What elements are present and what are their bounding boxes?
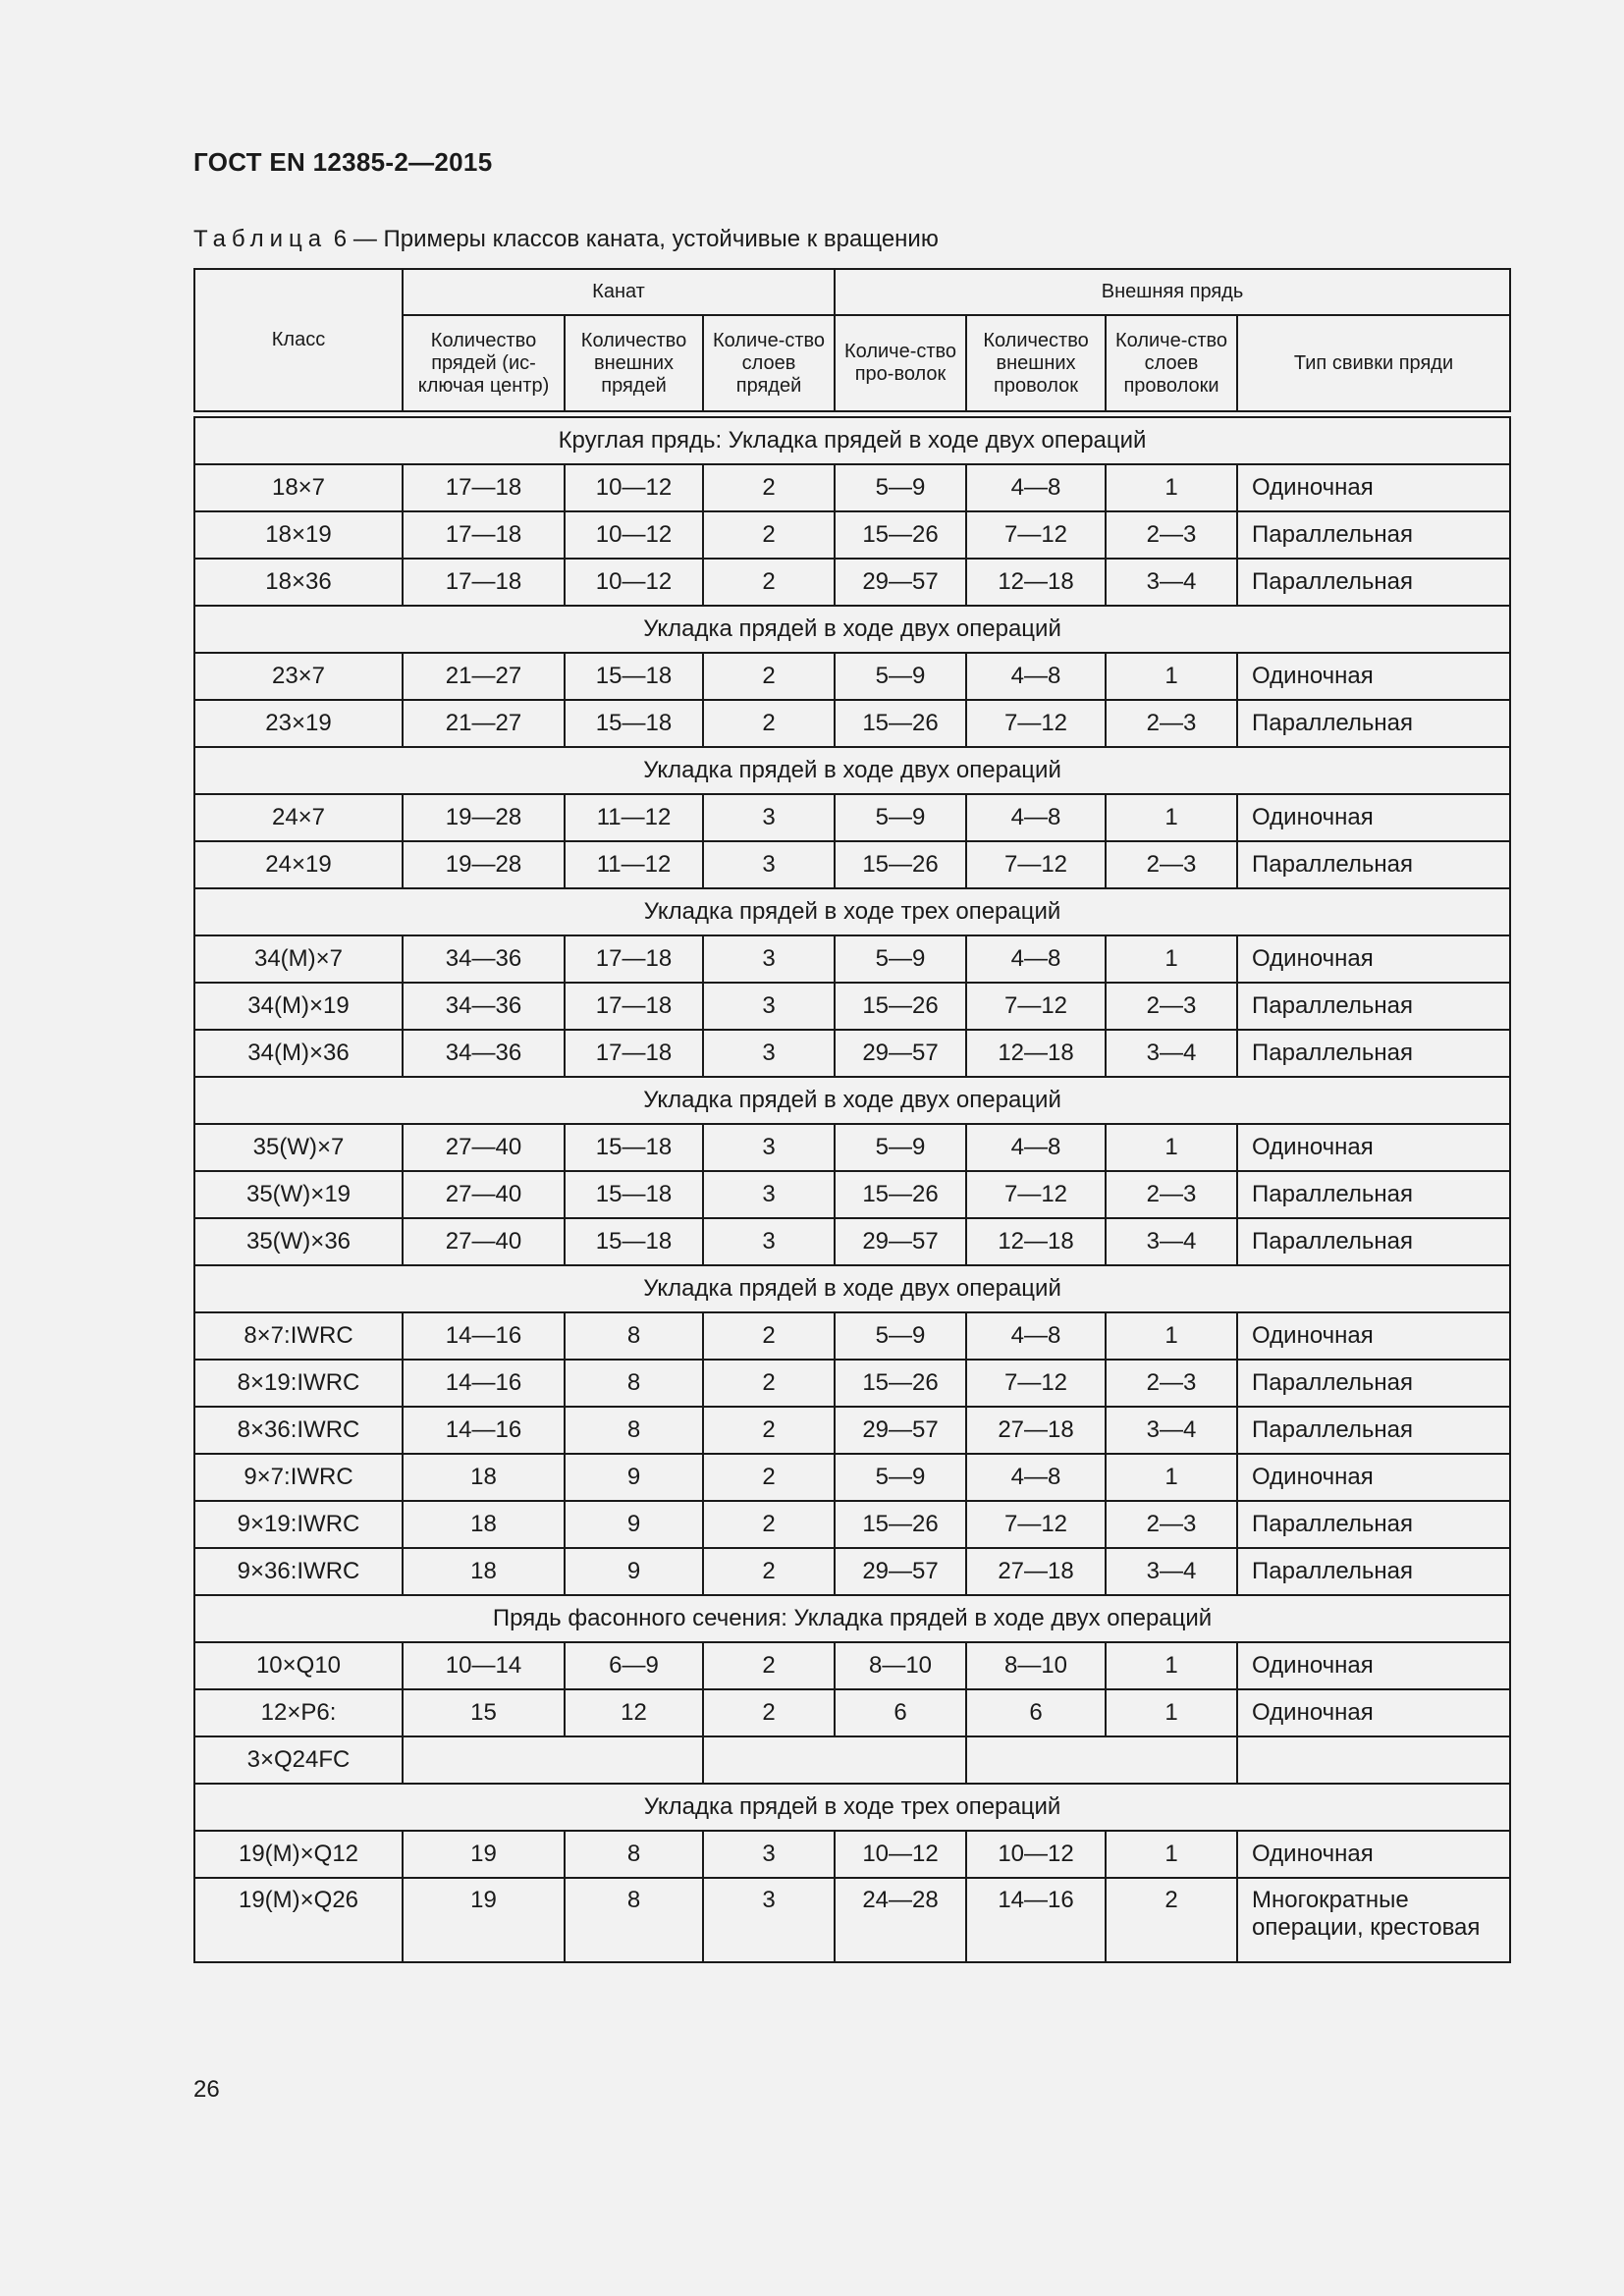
cell-wires-count: 10—12 (835, 1831, 966, 1878)
group-heading: Укладка прядей в ходе трех операций (194, 1784, 1510, 1831)
cell-outer-strands: 10—12 (565, 511, 703, 559)
cell-strands-count: 19—28 (403, 841, 565, 888)
table-row (194, 653, 1510, 700)
table-row (194, 1407, 1510, 1454)
cell-wires-count: 15—26 (835, 841, 966, 888)
cell-twist-type: Одиночная (1237, 1454, 1510, 1501)
header-strand-layers: Количе-ство слоев прядей (703, 315, 835, 411)
cell-strand-layers: 3 (703, 1878, 835, 1962)
cell-wire-layers: 3—4 (1106, 1407, 1237, 1454)
cell-strands-count: 34—36 (403, 1030, 565, 1077)
cell-class: 12×P6: (194, 1689, 403, 1736)
cell-twist-type: Одиночная (1237, 653, 1510, 700)
cell-strands-count: 17—18 (403, 464, 565, 511)
cell-wires-count: 29—57 (835, 1030, 966, 1077)
cell-twist-type: Параллельная (1237, 559, 1510, 606)
cell-wires-count: 5—9 (835, 653, 966, 700)
cell-twist-type: Параллельная (1237, 1171, 1510, 1218)
cell-wires-count: 15—26 (835, 700, 966, 747)
group-heading-row (194, 1595, 1510, 1642)
table-row (194, 1454, 1510, 1501)
table-row (194, 1689, 1510, 1736)
cell-wire-layers: 1 (1106, 1831, 1237, 1878)
cell-wire-layers: 1 (1106, 653, 1237, 700)
cell-strands-count: 17—18 (403, 511, 565, 559)
cell-outer-strands: 9 (565, 1501, 703, 1548)
cell-wire-layers: 3—4 (1106, 1548, 1237, 1595)
cell-wire-layers: 1 (1106, 1124, 1237, 1171)
cell-class: 23×7 (194, 653, 403, 700)
cell-strands-count: 21—27 (403, 700, 565, 747)
table-row (194, 1501, 1510, 1548)
cell-twist-type: Параллельная (1237, 1501, 1510, 1548)
cell-class: 24×19 (194, 841, 403, 888)
cell-outer-wires: 4—8 (966, 935, 1106, 983)
cell-strand-layers: 2 (703, 700, 835, 747)
cell-strands-count: 18 (403, 1454, 565, 1501)
cell-class: 18×19 (194, 511, 403, 559)
cell-outer-strands: 10—12 (565, 464, 703, 511)
cell-twist-type: Параллельная (1237, 511, 1510, 559)
cell-wires-count: 29—57 (835, 1218, 966, 1265)
cell-strand-layers: 2 (703, 1454, 835, 1501)
group-heading-row (194, 1077, 1510, 1124)
cell-class: 9×19:IWRC (194, 1501, 403, 1548)
cell-outer-strands: 10—12 (565, 559, 703, 606)
cell-twist-type: Параллельная (1237, 1030, 1510, 1077)
table-row (194, 794, 1510, 841)
group-heading-row (194, 417, 1510, 464)
cell-outer-wires: 12—18 (966, 1218, 1106, 1265)
cell-wires-count: 15—26 (835, 1360, 966, 1407)
cell-strands-count: 19—28 (403, 794, 565, 841)
cell-class: 24×7 (194, 794, 403, 841)
cell-wires-count: 29—57 (835, 1548, 966, 1595)
table-body (194, 411, 1510, 1962)
table-caption (193, 226, 939, 253)
cell-outer-wires: 14—16 (966, 1878, 1106, 1962)
cell-class: 35(W)×19 (194, 1171, 403, 1218)
header-outer-strand: Внешняя прядь (835, 269, 1510, 315)
cell-strand-layers: 3 (703, 794, 835, 841)
cell-class: 34(M)×7 (194, 935, 403, 983)
cell-strands-count: 19 (403, 1878, 565, 1962)
cell-outer-wires: 27—18 (966, 1548, 1106, 1595)
table-row (194, 983, 1510, 1030)
table-row (194, 559, 1510, 606)
cell-strand-layers: 3 (703, 1171, 835, 1218)
cell-outer-wires: 12—18 (966, 559, 1106, 606)
group-heading-row (194, 1265, 1510, 1312)
cell-strands-count: 34—36 (403, 983, 565, 1030)
cell-wire-layers: 1 (1106, 794, 1237, 841)
cell-twist-type: Одиночная (1237, 1312, 1510, 1360)
cell-wire-layers: 2—3 (1106, 1501, 1237, 1548)
cell-wires-count: 24—28 (835, 1878, 966, 1962)
cell-class: 8×19:IWRC (194, 1360, 403, 1407)
table-row (194, 464, 1510, 511)
cell-class: 8×36:IWRC (194, 1407, 403, 1454)
cell-strand-layers: 3 (703, 1124, 835, 1171)
cell-class: 3×Q24FC (194, 1736, 403, 1784)
table-row (194, 1548, 1510, 1595)
cell-strand-layers: 3 (703, 935, 835, 983)
group-heading: Укладка прядей в ходе двух операций (194, 606, 1510, 653)
cell-wire-layers: 1 (1106, 1642, 1237, 1689)
cell-strands-count: 27—40 (403, 1218, 565, 1265)
cell-wire-layers: 2 (1106, 1878, 1237, 1962)
cell-strand-layers: 2 (703, 559, 835, 606)
cell-wires-count: 8—10 (835, 1642, 966, 1689)
cell-outer-strands: 8 (565, 1312, 703, 1360)
cell-strands-count: 10—14 (403, 1642, 565, 1689)
cell-wire-layers: 2—3 (1106, 983, 1237, 1030)
cell-twist-type: Одиночная (1237, 1124, 1510, 1171)
cell-outer-wires: 7—12 (966, 983, 1106, 1030)
cell-outer-strands: 8 (565, 1360, 703, 1407)
cell-outer-strands: 17—18 (565, 935, 703, 983)
cell-class: 9×7:IWRC (194, 1454, 403, 1501)
cell-wire-layers: 3—4 (1106, 1218, 1237, 1265)
cell-twist-type: Многократные операции, крестовая (1237, 1878, 1510, 1962)
cell-strand-layers: 2 (703, 1407, 835, 1454)
document-header: ГОСТ EN 12385-2—2015 (193, 147, 493, 177)
cell-strands-count: 19 (403, 1831, 565, 1878)
table-row (194, 700, 1510, 747)
cell-wire-layers: 1 (1106, 1689, 1237, 1736)
table-row (194, 1878, 1510, 1962)
cell-class: 8×7:IWRC (194, 1312, 403, 1360)
table-row (194, 1124, 1510, 1171)
cell-twist-type: Одиночная (1237, 935, 1510, 983)
group-heading: Укладка прядей в ходе двух операций (194, 1265, 1510, 1312)
cell-strand-layers: 2 (703, 1689, 835, 1736)
cell-strands-count: 18 (403, 1548, 565, 1595)
group-heading: Укладка прядей в ходе двух операций (194, 747, 1510, 794)
cell-outer-strands: 8 (565, 1831, 703, 1878)
cell-outer-wires: 7—12 (966, 511, 1106, 559)
empty-cell (703, 1736, 966, 1784)
cell-strands-count: 14—16 (403, 1360, 565, 1407)
cell-wires-count: 5—9 (835, 1454, 966, 1501)
cell-twist-type: Параллельная (1237, 983, 1510, 1030)
header-rope: Канат (403, 269, 835, 315)
cell-wires-count: 5—9 (835, 464, 966, 511)
cell-strands-count: 21—27 (403, 653, 565, 700)
cell-outer-wires: 4—8 (966, 1312, 1106, 1360)
cell-strand-layers: 3 (703, 1218, 835, 1265)
cell-outer-wires: 7—12 (966, 1360, 1106, 1407)
cell-outer-strands: 8 (565, 1407, 703, 1454)
cell-outer-strands: 15—18 (565, 1171, 703, 1218)
group-heading-row (194, 888, 1510, 935)
page-number: 26 (193, 2076, 220, 2103)
cell-class: 19(M)×Q12 (194, 1831, 403, 1878)
cell-wire-layers: 1 (1106, 935, 1237, 983)
cell-twist-type: Параллельная (1237, 1360, 1510, 1407)
group-heading: Прядь фасонного сечения: Укладка прядей в ходе двух операций (194, 1595, 1510, 1642)
header-outer-strands: Количество внешних прядей (565, 315, 703, 411)
cell-outer-strands: 17—18 (565, 1030, 703, 1077)
cell-strand-layers: 2 (703, 1360, 835, 1407)
cell-wire-layers: 2—3 (1106, 1360, 1237, 1407)
header-class: Класс (194, 269, 403, 411)
table-row (194, 511, 1510, 559)
table-row (194, 1312, 1510, 1360)
cell-outer-strands: 15—18 (565, 1124, 703, 1171)
cell-strand-layers: 2 (703, 1501, 835, 1548)
group-heading-row (194, 747, 1510, 794)
cell-wires-count: 29—57 (835, 1407, 966, 1454)
cell-wire-layers: 1 (1106, 1312, 1237, 1360)
cell-outer-strands: 6—9 (565, 1642, 703, 1689)
cell-outer-wires: 4—8 (966, 464, 1106, 511)
cell-twist-type: Параллельная (1237, 1548, 1510, 1595)
cell-strands-count: 14—16 (403, 1312, 565, 1360)
cell-outer-wires: 6 (966, 1689, 1106, 1736)
cell-twist-type: Параллельная (1237, 1218, 1510, 1265)
cell-wire-layers: 2—3 (1106, 511, 1237, 559)
cell-wires-count: 6 (835, 1689, 966, 1736)
cell-outer-wires: 7—12 (966, 1171, 1106, 1218)
cell-wires-count: 15—26 (835, 1501, 966, 1548)
cell-class: 34(M)×19 (194, 983, 403, 1030)
cell-outer-wires: 7—12 (966, 841, 1106, 888)
cell-outer-wires: 7—12 (966, 700, 1106, 747)
empty-cell (403, 1736, 703, 1784)
cell-class: 19(M)×Q26 (194, 1878, 403, 1962)
cell-class: 35(W)×36 (194, 1218, 403, 1265)
header-strands-count: Количество прядей (ис-ключая центр) (403, 315, 565, 411)
cell-strands-count: 14—16 (403, 1407, 565, 1454)
cell-strands-count: 27—40 (403, 1171, 565, 1218)
cell-strands-count: 34—36 (403, 935, 565, 983)
cell-wires-count: 5—9 (835, 794, 966, 841)
cell-outer-strands: 9 (565, 1454, 703, 1501)
cell-twist-type: Параллельная (1237, 1407, 1510, 1454)
cell-outer-wires: 4—8 (966, 794, 1106, 841)
group-heading: Укладка прядей в ходе двух операций (194, 1077, 1510, 1124)
header-twist-type: Тип свивки пряди (1237, 315, 1510, 411)
cell-wires-count: 5—9 (835, 935, 966, 983)
cell-wire-layers: 2—3 (1106, 700, 1237, 747)
cell-strand-layers: 3 (703, 841, 835, 888)
cell-class: 18×7 (194, 464, 403, 511)
cell-strand-layers: 3 (703, 1831, 835, 1878)
cell-strand-layers: 2 (703, 653, 835, 700)
cell-strand-layers: 3 (703, 1030, 835, 1077)
cell-outer-strands: 15—18 (565, 700, 703, 747)
cell-strands-count: 18 (403, 1501, 565, 1548)
rope-classes-table (193, 268, 1511, 1963)
cell-wire-layers: 3—4 (1106, 1030, 1237, 1077)
cell-class: 10×Q10 (194, 1642, 403, 1689)
cell-strand-layers: 3 (703, 983, 835, 1030)
cell-strand-layers: 2 (703, 1642, 835, 1689)
cell-twist-type: Параллельная (1237, 841, 1510, 888)
cell-outer-strands: 11—12 (565, 794, 703, 841)
cell-wire-layers: 2—3 (1106, 1171, 1237, 1218)
cell-class: 18×36 (194, 559, 403, 606)
header-outer-wires: Количество внешних проволок (966, 315, 1106, 411)
table-row (194, 1030, 1510, 1077)
table-row (194, 1642, 1510, 1689)
group-heading: Укладка прядей в ходе трех операций (194, 888, 1510, 935)
table-row (194, 841, 1510, 888)
cell-wires-count: 15—26 (835, 1171, 966, 1218)
empty-cell (966, 1736, 1237, 1784)
empty-cell (1237, 1736, 1510, 1784)
cell-outer-wires: 7—12 (966, 1501, 1106, 1548)
cell-strand-layers: 2 (703, 464, 835, 511)
cell-class: 9×36:IWRC (194, 1548, 403, 1595)
cell-outer-wires: 10—12 (966, 1831, 1106, 1878)
cell-class: 35(W)×7 (194, 1124, 403, 1171)
cell-strand-layers: 2 (703, 511, 835, 559)
table-caption-text: — Примеры классов каната, устойчивые к вращению (352, 226, 939, 252)
cell-class: 23×19 (194, 700, 403, 747)
cell-outer-wires: 4—8 (966, 1124, 1106, 1171)
cell-twist-type: Одиночная (1237, 794, 1510, 841)
table-row (194, 1171, 1510, 1218)
cell-wire-layers: 1 (1106, 1454, 1237, 1501)
table-header (194, 269, 1510, 411)
cell-outer-strands: 11—12 (565, 841, 703, 888)
cell-outer-strands: 12 (565, 1689, 703, 1736)
cell-outer-strands: 9 (565, 1548, 703, 1595)
cell-twist-type: Одиночная (1237, 464, 1510, 511)
table-row (194, 1360, 1510, 1407)
cell-outer-wires: 8—10 (966, 1642, 1106, 1689)
cell-wires-count: 15—26 (835, 983, 966, 1030)
cell-wire-layers: 1 (1106, 464, 1237, 511)
cell-strands-count: 15 (403, 1689, 565, 1736)
table-row-partial (194, 1736, 1510, 1784)
cell-twist-type: Одиночная (1237, 1642, 1510, 1689)
cell-strand-layers: 2 (703, 1312, 835, 1360)
cell-wires-count: 5—9 (835, 1124, 966, 1171)
table-caption-number: 6 (333, 226, 348, 252)
table-row (194, 935, 1510, 983)
group-heading: Круглая прядь: Укладка прядей в ходе двух операций (194, 417, 1510, 464)
table-row (194, 1831, 1510, 1878)
cell-strands-count: 27—40 (403, 1124, 565, 1171)
cell-outer-wires: 12—18 (966, 1030, 1106, 1077)
cell-wire-layers: 3—4 (1106, 559, 1237, 606)
cell-strands-count: 17—18 (403, 559, 565, 606)
cell-outer-wires: 27—18 (966, 1407, 1106, 1454)
cell-outer-strands: 15—18 (565, 653, 703, 700)
cell-outer-wires: 4—8 (966, 1454, 1106, 1501)
header-wires-count: Количе-ство про-волок (835, 315, 966, 411)
cell-outer-strands: 15—18 (565, 1218, 703, 1265)
group-heading-row (194, 606, 1510, 653)
table-row (194, 1218, 1510, 1265)
cell-wires-count: 29—57 (835, 559, 966, 606)
cell-wires-count: 15—26 (835, 511, 966, 559)
header-wire-layers: Количе-ство слоев проволоки (1106, 315, 1237, 411)
cell-outer-strands: 17—18 (565, 983, 703, 1030)
cell-twist-type: Одиночная (1237, 1689, 1510, 1736)
cell-twist-type: Одиночная (1237, 1831, 1510, 1878)
cell-strand-layers: 2 (703, 1548, 835, 1595)
table-caption-label: Таблица (193, 226, 328, 252)
group-heading-row (194, 1784, 1510, 1831)
cell-twist-type: Параллельная (1237, 700, 1510, 747)
cell-wire-layers: 2—3 (1106, 841, 1237, 888)
cell-outer-strands: 8 (565, 1878, 703, 1962)
cell-class: 34(M)×36 (194, 1030, 403, 1077)
cell-outer-wires: 4—8 (966, 653, 1106, 700)
cell-wires-count: 5—9 (835, 1312, 966, 1360)
